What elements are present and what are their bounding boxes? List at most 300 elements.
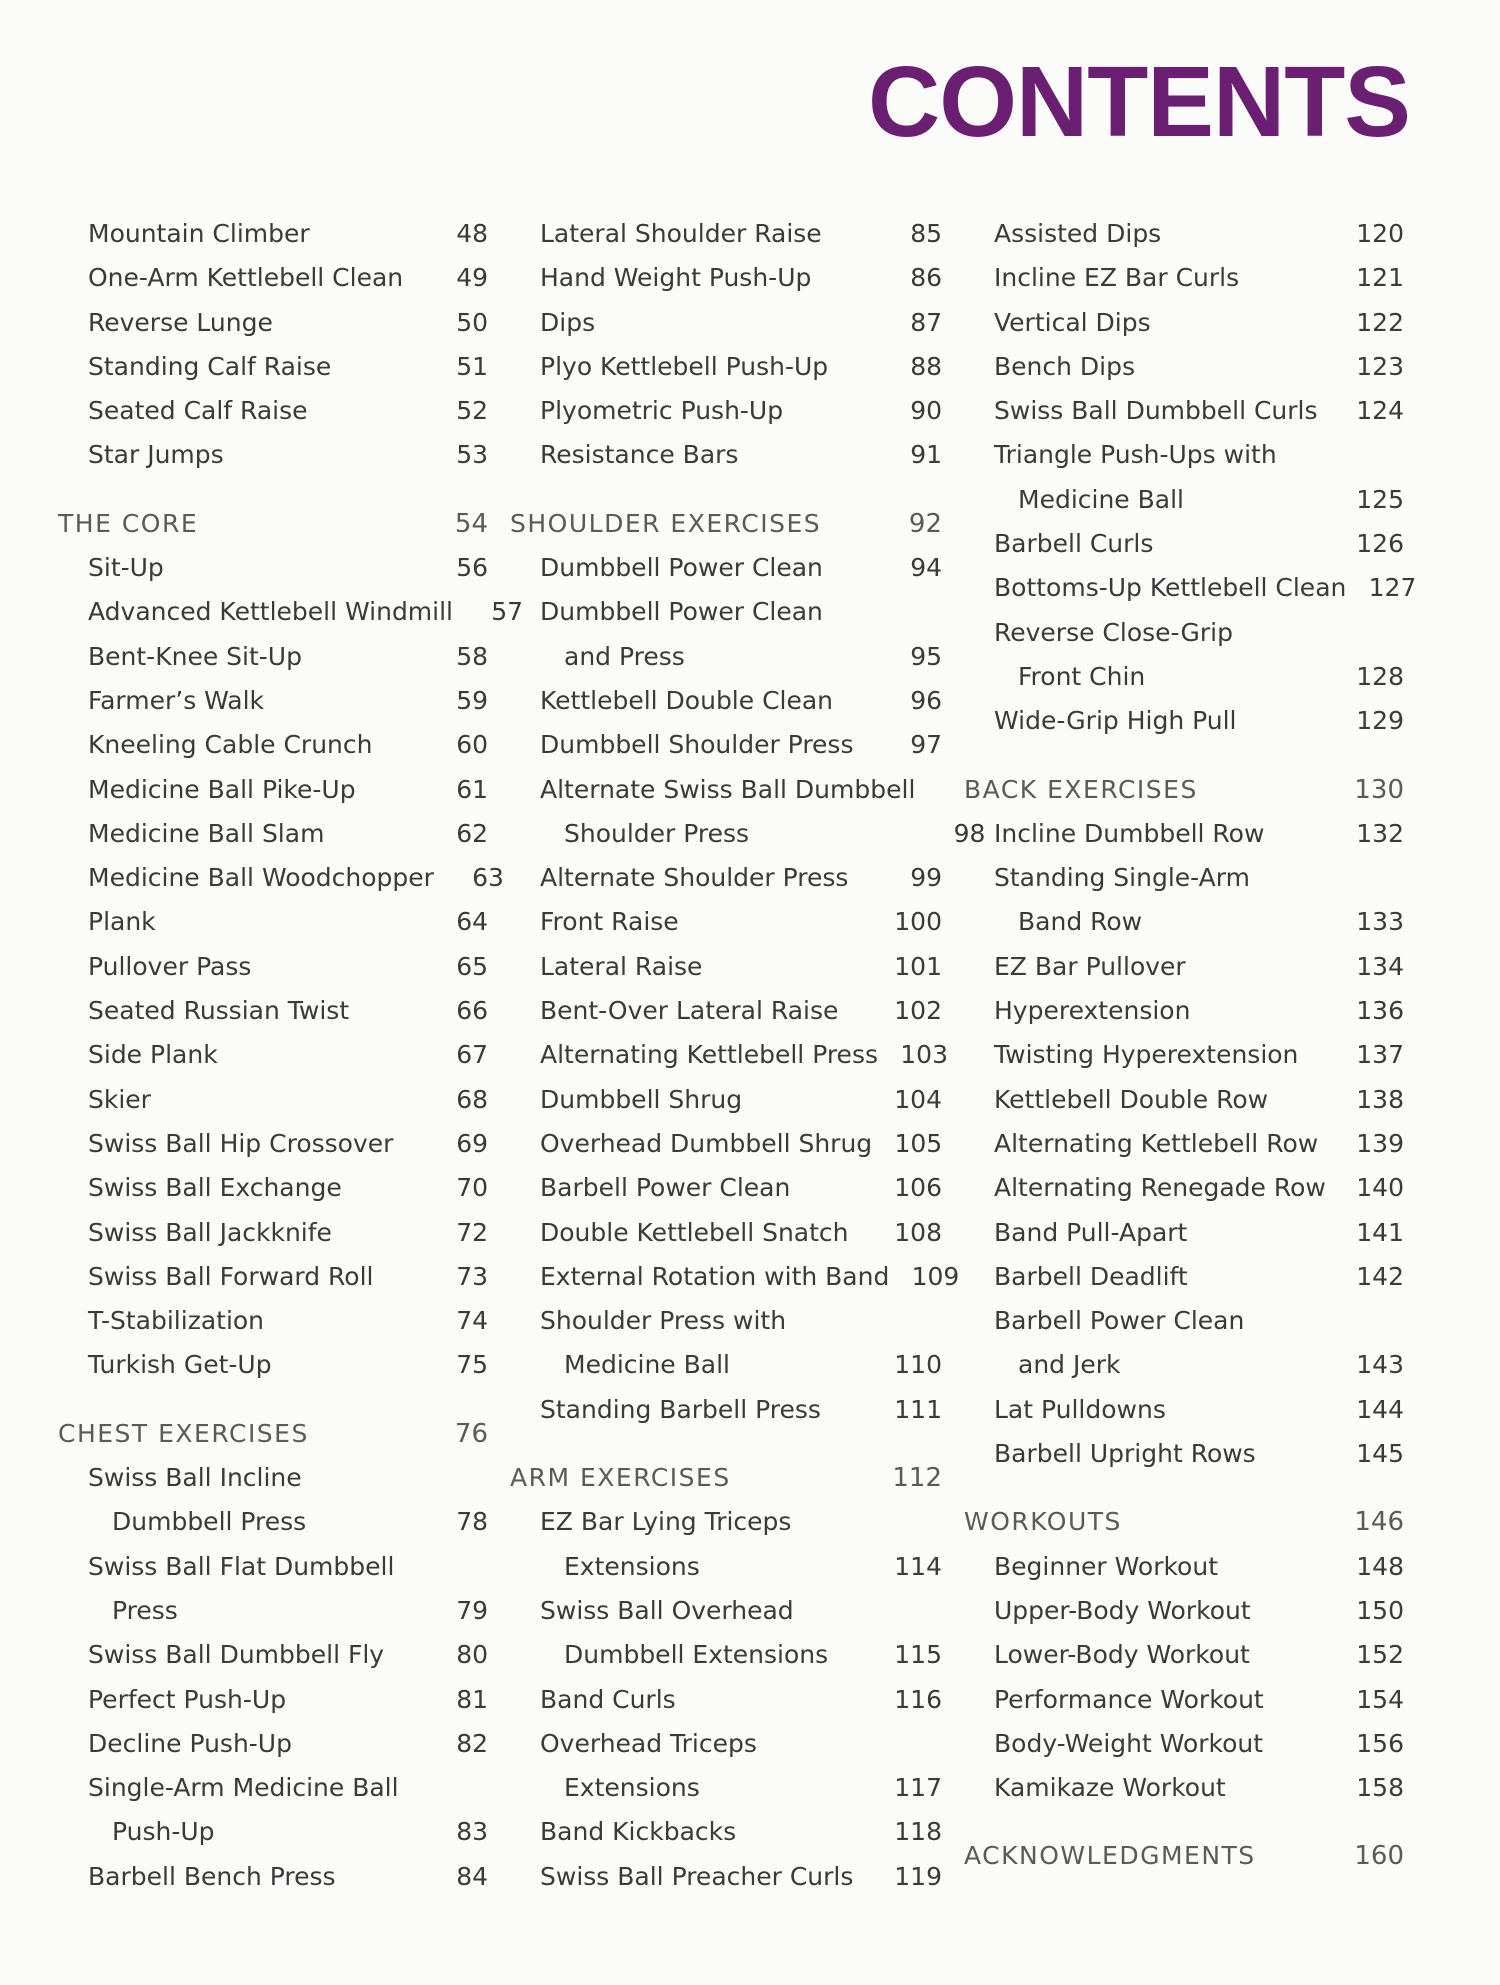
toc-page-number: 83 [456,1817,488,1847]
toc-page-number: 160 [1354,1841,1404,1872]
toc-entry [964,1722,1404,1766]
toc-entry-title [58,723,418,767]
toc-entry-title-line: Alternating Kettlebell Row [994,1128,1319,1158]
toc-entry [510,433,942,477]
toc-entry-title [58,989,418,1033]
toc-entry-title-line: Plank [88,907,156,937]
toc-entry-title-line: Bench Dips [994,351,1136,381]
toc-entry-title-line: Triangle Push-Ups with [994,440,1277,470]
toc-entry [964,301,1404,345]
toc-entry [58,900,488,944]
toc-entry [510,1211,942,1255]
toc-entry [964,1633,1404,1677]
toc-entry [964,212,1404,256]
toc-entry [964,1432,1404,1476]
toc-entry-title-line: Press [112,1595,178,1625]
toc-entry [964,522,1404,566]
toc-entry-title [964,812,1334,856]
toc-page-number: 152 [1356,1640,1404,1670]
toc-entry-title-line: Overhead Triceps [540,1728,757,1758]
toc-entry-title-line: Dips [540,307,596,337]
toc-page-number: 58 [456,641,488,671]
toc-entry-title-line: Swiss Ball Overhead [540,1595,794,1625]
toc-entry-title-line: External Rotation with Band [540,1261,890,1291]
toc-entry [964,1388,1404,1432]
toc-entry [510,1166,942,1210]
toc-entry [964,1166,1404,1210]
toc-entry-title [58,812,418,856]
toc-entry [964,1545,1404,1589]
toc-entry-title-line: Lateral Shoulder Raise [540,219,822,248]
toc-entry [510,1500,942,1589]
toc-entry [964,345,1404,389]
toc-section-heading [964,1834,1404,1878]
toc-page-number: 84 [456,1861,488,1891]
toc-page-number: 70 [456,1173,488,1203]
toc-page-number: 74 [456,1306,488,1336]
toc-entry [510,1388,942,1432]
toc-entry-title-line: Plyo Kettlebell Push-Up [540,351,829,381]
toc-entry-title [964,1500,1334,1544]
toc-entry-title-line: Kneeling Cable Crunch [88,730,373,760]
toc-entry-title [510,1033,878,1077]
toc-page-number: 125 [1356,484,1404,514]
toc-entry-title-line: Band Row [1018,907,1143,937]
toc-entry-title-line: WORKOUTS [964,1507,1122,1537]
toc-entry-title-line: Medicine Ball Slam [88,818,325,848]
toc-entry-title-line: Perfect Push-Up [88,1684,287,1714]
toc-entry [58,546,488,590]
toc-entry [510,679,942,723]
toc-entry-title [58,389,418,433]
toc-entry-title-line: Plyometric Push-Up [540,396,784,426]
toc-entry-title-line: Medicine Ball Woodchopper [88,863,434,893]
toc-page-number: 128 [1356,661,1404,691]
toc-entry-title-line: Medicine Ball [564,1350,730,1380]
toc-entry-title [964,1432,1334,1476]
toc-page-number: 72 [456,1217,488,1247]
toc-page-number: 68 [456,1084,488,1114]
toc-entry-title [510,1211,872,1255]
toc-page-number: 154 [1356,1684,1404,1714]
toc-page-number: 134 [1356,951,1404,981]
toc-page-number: 78 [456,1507,488,1537]
toc-page-number: 143 [1356,1350,1404,1380]
toc-entry-title [58,345,418,389]
toc-entry-title-line: Farmer’s Walk [88,685,265,715]
toc-entry [58,1166,488,1210]
toc-page-number: 56 [456,553,488,583]
toc-entry-title-line: EZ Bar Lying Triceps [540,1507,792,1537]
toc-entry-title [964,1834,1334,1878]
toc-entry-title [58,1211,418,1255]
toc-entry-title-line: Barbell Upright Rows [994,1439,1256,1469]
toc-entry-title-line: Hand Weight Push-Up [540,263,812,293]
toc-entry-title-line: Medicine Ball Pike-Up [88,774,356,804]
toc-entry-title [510,1166,872,1210]
toc-entry-title [964,1299,1334,1388]
toc-entry-title-line: Swiss Ball Forward Roll [88,1261,374,1291]
toc-entry [510,345,942,389]
toc-entry-title-line: Swiss Ball Incline [88,1463,302,1493]
toc-page-number: 90 [910,396,942,426]
toc-page-number: 50 [456,307,488,337]
toc-page-number: 103 [900,1040,948,1070]
toc-entry-title [58,1855,418,1899]
toc-page-number: 127 [1368,573,1417,603]
toc-entry-title [58,1299,418,1343]
toc-entry [58,856,504,900]
toc-entry [58,635,488,679]
toc-page-number: 150 [1356,1595,1404,1625]
toc-entry-title [964,1388,1334,1432]
toc-entry [510,1122,942,1166]
toc-entry [964,856,1404,945]
toc-page-number: 130 [1354,774,1404,805]
toc-entry [510,1299,942,1388]
toc-entry-title-line: Alternate Swiss Ball Dumbbell [540,774,916,804]
toc-page-number: 100 [894,907,942,937]
toc-page-number: 138 [1356,1084,1404,1114]
toc-page-number: 94 [910,553,942,583]
toc-page-number: 53 [456,440,488,470]
toc-entry-title-line: Barbell Bench Press [88,1861,336,1891]
toc-entry-title-line: Front Raise [540,907,679,937]
toc-entry-title-line: Swiss Ball Dumbbell Fly [88,1640,385,1670]
toc-entry [58,768,488,812]
toc-entry-title [58,1678,418,1722]
toc-entry-title-line: BACK EXERCISES [964,774,1198,804]
toc-entry-title-line: Body-Weight Workout [994,1728,1264,1758]
toc-page-number: 99 [910,863,942,893]
toc-entry [58,256,488,300]
toc-entry [58,945,488,989]
toc-entry-title-line: Star Jumps [88,440,224,470]
toc-entry [964,812,1404,856]
toc-page-number: 105 [894,1128,943,1158]
toc-page-number: 141 [1356,1217,1404,1247]
toc-page-number: 75 [456,1350,488,1380]
toc-section-heading [964,1500,1404,1544]
toc-entry [58,301,488,345]
toc-entry-title [510,723,872,767]
toc-page-number: 156 [1356,1728,1404,1758]
toc-entry [58,1033,488,1077]
toc-entry-title [964,1678,1334,1722]
toc-entry-title-line: Shoulder Press [564,818,750,848]
toc-entry [58,1343,488,1387]
toc-entry-title [510,1456,872,1500]
toc-entry-title-line: Band Pull-Apart [994,1217,1188,1247]
toc-page-number: 85 [910,219,942,248]
toc-entry-title [58,1456,418,1545]
toc-entry-title [510,345,872,389]
toc-page-number: 137 [1356,1040,1404,1070]
toc-entry [58,389,488,433]
toc-entry [964,611,1404,700]
toc-entry-title [58,212,418,256]
toc-entry [58,345,488,389]
toc-entry-title [510,989,872,1033]
toc-entry [510,1033,948,1077]
toc-entry-title-line: Incline Dumbbell Row [994,818,1265,848]
toc-entry-title-line: Dumbbell Shoulder Press [540,730,854,760]
toc-section-heading [510,502,942,546]
toc-entry-title [510,1500,872,1589]
toc-entry-title-line: Swiss Ball Flat Dumbbell [88,1551,395,1581]
toc-entry-title-line: ACKNOWLEDGMENTS [964,1841,1256,1871]
toc-section-heading [964,768,1404,812]
toc-entry-title-line: Incline EZ Bar Curls [994,263,1240,293]
toc-entry [510,301,942,345]
toc-entry [58,1766,488,1855]
toc-entry-title [58,502,418,546]
toc-entry [58,1078,488,1122]
toc-page-number: 76 [454,1418,488,1449]
toc-entry-title-line: Alternating Kettlebell Press [540,1040,878,1070]
toc-entry-title-line: Dumbbell Extensions [564,1640,829,1670]
toc-entry-title-line: Side Plank [88,1040,218,1070]
toc-page-number: 139 [1356,1128,1404,1158]
toc-entry-title [510,256,872,300]
toc-page-number: 87 [910,307,942,337]
toc-entry-title [510,1589,872,1678]
toc-entry-title [58,301,418,345]
toc-entry-title [964,301,1334,345]
toc-entry-title [964,856,1334,945]
toc-page-number: 102 [894,996,942,1026]
toc-entry-title [58,546,418,590]
toc-section-heading [58,1412,488,1456]
toc-entry-title-line: EZ Bar Pullover [994,951,1186,981]
toc-page-number: 104 [894,1084,942,1114]
toc-entry-title [58,1033,418,1077]
toc-entry-title [964,1122,1334,1166]
toc-entry [510,590,942,679]
toc-page-number: 133 [1356,907,1404,937]
toc-entry-title-line: Standing Barbell Press [540,1394,821,1424]
toc-entry [510,856,942,900]
toc-entry [510,1810,942,1854]
toc-page-number: 86 [910,263,942,293]
toc-entry-title [58,590,453,634]
toc-entry [510,723,942,767]
toc-entry [964,945,1404,989]
toc-entry-title-line: Reverse Close-Grip [994,617,1233,647]
toc-entry-title-line: Double Kettlebell Snatch [540,1217,849,1247]
toc-page-number: 62 [456,818,488,848]
toc-entry-title-line: Swiss Ball Jackknife [88,1217,332,1247]
toc-page-number: 132 [1356,818,1404,848]
toc-entry-title-line: Alternate Shoulder Press [540,863,849,893]
toc-entry-title-line: CHEST EXERCISES [58,1418,309,1448]
toc-page-number: 95 [910,641,942,671]
toc-page-number: 120 [1356,219,1404,248]
toc-entry-title-line: Medicine Ball [1018,484,1184,514]
toc-entry [964,989,1404,1033]
toc-entry-title [510,945,872,989]
toc-entry-title-line: Barbell Curls [994,529,1154,559]
toc-entry-title-line: Turkish Get-Up [88,1350,272,1380]
toc-entry-title [510,856,872,900]
toc-entry [58,433,488,477]
toc-entry-title-line: Shoulder Press with [540,1306,787,1336]
toc-page-number: 114 [894,1551,942,1581]
toc-page-number: 124 [1356,396,1404,426]
toc-entry-title-line: Reverse Lunge [88,307,273,337]
toc-entry-title-line: Bottoms-Up Kettlebell Clean [994,573,1347,603]
toc-entry-title-line: Skier [88,1084,151,1114]
toc-page-number: 54 [454,508,488,539]
toc-page-number: 92 [908,508,942,539]
toc-entry-title [964,522,1334,566]
toc-entry-title-line: Upper-Body Workout [994,1595,1251,1625]
toc-entry-title-line: Front Chin [1018,661,1146,691]
toc-entry-title [58,1078,418,1122]
toc-page-number: 140 [1356,1173,1404,1203]
toc-entry-title [510,1255,889,1299]
toc-page-number: 80 [456,1640,488,1670]
toc-page-number: 65 [456,951,488,981]
toc-entry-title-line: Extensions [564,1773,700,1803]
toc-entry-title-line: Lateral Raise [540,951,703,981]
toc-entry-title [510,1810,872,1854]
toc-page-number: 158 [1356,1773,1404,1803]
toc-page-number: 148 [1356,1551,1404,1581]
toc-entry-title [964,566,1346,610]
toc-entry-title [58,1722,418,1766]
toc-page-number: 129 [1356,706,1404,736]
toc-entry-title [510,1722,872,1811]
toc-entry-title-line: Beginner Workout [994,1551,1218,1581]
toc-entry [510,1078,942,1122]
toc-entry-title [964,611,1334,700]
toc-page-number: 49 [456,263,488,293]
toc-page-number: 142 [1356,1261,1404,1291]
toc-entry [510,256,942,300]
toc-entry-title-line: Dumbbell Press [112,1507,307,1537]
toc-page-number: 66 [456,996,488,1026]
toc-entry-title-line: Swiss Ball Preacher Curls [540,1861,854,1891]
toc-entry-title-line: Swiss Ball Hip Crossover [88,1128,394,1158]
toc-page-number: 96 [910,685,942,715]
toc-entry [58,1722,488,1766]
toc-entry-title [510,389,872,433]
toc-entry-title-line: Seated Calf Raise [88,396,308,426]
toc-entry-title [510,212,872,256]
toc-entry-title [510,1122,872,1166]
toc-entry-title-line: Lat Pulldowns [994,1394,1166,1424]
toc-entry-title-line: Dumbbell Power Clean [540,597,823,627]
toc-entry-title [964,1166,1334,1210]
toc-entry-title [510,590,872,679]
toc-entry-title-line: Kamikaze Workout [994,1773,1226,1803]
toc-entry [510,546,942,590]
toc-page-number: 51 [456,351,488,381]
toc-entry [964,699,1404,743]
toc-page-number: 64 [456,907,488,937]
toc-entry [964,1033,1404,1077]
toc-entry-title [58,1766,418,1855]
toc-entry-title [964,433,1334,522]
toc-entry-title [510,900,872,944]
toc-entry [58,1678,488,1722]
toc-entry-title [964,1722,1334,1766]
toc-entry [58,989,488,1033]
toc-page-number: 88 [910,351,942,381]
toc-entry [58,1299,488,1343]
toc-entry [58,679,488,723]
toc-entry-title [964,945,1334,989]
toc-page-number: 146 [1354,1507,1404,1538]
toc-entry [510,768,986,857]
toc-page-number: 79 [456,1595,488,1625]
toc-entry [510,900,942,944]
toc-entry-title [964,1211,1334,1255]
toc-entry-title [58,856,434,900]
toc-entry-title [510,768,915,857]
toc-entry-title [510,1078,872,1122]
toc-entry [58,1122,488,1166]
toc-page-number: 48 [456,219,488,248]
toc-page-number: 112 [892,1463,942,1494]
toc-entry-title-line: Swiss Ball Exchange [88,1173,342,1203]
toc-page-number: 57 [491,597,524,627]
toc-entry [58,812,488,856]
toc-entry-title [58,256,418,300]
toc-page-number: 98 [953,818,986,848]
toc-entry [964,1589,1404,1633]
toc-page-number: 101 [894,951,942,981]
toc-entry-title-line: T-Stabilization [88,1306,265,1336]
toc-entry-title [964,1078,1334,1122]
toc-entry-title-line: Swiss Ball Dumbbell Curls [994,396,1318,426]
toc-entry-title-line: Barbell Power Clean [540,1173,791,1203]
toc-entry [510,1589,942,1678]
toc-page-number: 91 [910,440,942,470]
toc-page-number: 118 [894,1817,942,1847]
toc-entry-title [58,1255,418,1299]
toc-entry-title-line: Advanced Kettlebell Windmill [88,597,454,627]
page-title: CONTENTS [868,46,1410,158]
toc-page-number: 122 [1356,307,1404,337]
toc-entry-title-line: Pullover Pass [88,951,252,981]
toc-entry-title-line: Performance Workout [994,1684,1264,1714]
toc-entry [510,1255,960,1299]
toc-entry-title [964,768,1334,812]
toc-entry-title [964,1545,1334,1589]
toc-page-number: 123 [1356,351,1404,381]
toc-entry-title-line: THE CORE [58,508,199,538]
toc-entry-title-line: Overhead Dumbbell Shrug [540,1128,873,1158]
toc-entry [58,1545,488,1634]
toc-entry-title-line: and Press [564,641,685,671]
toc-entry-title [510,546,872,590]
toc-entry-title [510,433,872,477]
toc-section-heading [58,502,488,546]
toc-entry-title-line: SHOULDER EXERCISES [510,508,822,538]
toc-entry-title-line: Push-Up [112,1817,215,1847]
toc-page-number: 97 [910,730,942,760]
toc-entry-title-line: Dumbbell Power Clean [540,553,823,583]
toc-entry [58,1456,488,1545]
toc-entry-title-line: Barbell Power Clean [994,1306,1245,1336]
toc-entry-title [58,945,418,989]
toc-column-2 [510,212,986,1899]
toc-page-number: 119 [894,1861,942,1891]
toc-entry [964,433,1404,522]
toc-entry-title-line: Barbell Deadlift [994,1261,1188,1291]
